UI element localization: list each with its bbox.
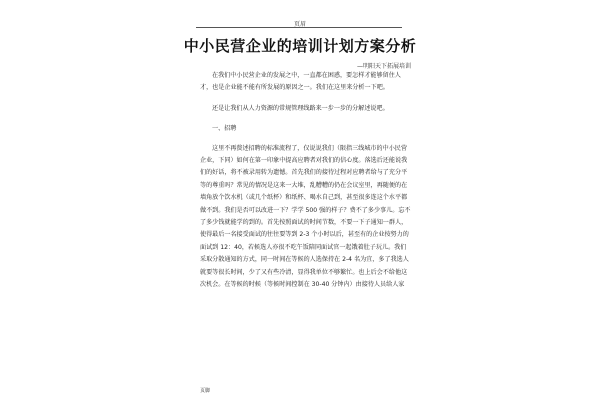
paragraph-recruitment: 这里不再赘述招聘的标准流程了，仅说说我们（限指三线城市的中小民营企业，下同）如何在第一印象中提高应聘者对我们的信心度。落选后还能说我们的好话，将不被录用转为遗憾。首先我们的接待过程对应聘者给与了充分平等的尊重吗？常见的情况是这来一大堆，乱糟糟的仍在会议室里，再随便的在墙角放个饮水机（或几个纸杯）和纸杯、喝水自己到，甚至很多连这个水平都做不到。我们是否可以改进一下？学学 500 强的样子？费不了多少事儿。忘不了多少钱就能学的到的。首先按照面试的时间节数，不要一下子通知一群人，使得最后一名接受面试的往往要等到 2-3 个小时以后，甚至有的企业按努力的面试到 12：40，若候选人亦很不吃午饭陪同面试官一起饿着肚子玩儿。我们采取分散通知的方式，同一时间在等候的人选保持在 2-4 名为宜，多了我选人就要等很长时间，少了又有些冷清，显得我单位不够繁忙。也上后会不给他这次机会。在等候的时候（等候时间控制在 30-40 分钟内）由接待人员给人家 xyxy=(200,144,411,289)
document-body xyxy=(200,70,412,300)
header-divider xyxy=(196,27,402,28)
page-footer: 页脚 xyxy=(200,388,211,394)
document-byline: —明阳天下拓展培训 xyxy=(356,63,411,70)
page-header: 页眉 xyxy=(293,21,306,28)
paragraph-approach: 还是让我们从人力资源的常规管理线路来一步一步的分解述说吧。 xyxy=(212,104,389,112)
section-heading-recruitment: 一、招聘 xyxy=(212,125,237,133)
document-title: 中小民营企业的培训计划方案分析 xyxy=(183,37,417,55)
paragraph-intro: 在我们中小民营企业的发展之中，一直都在困惑，要怎样才能够留住人才，也是企业能不能有所发展的原因之一。我们在这里来分析一下吧。 xyxy=(200,72,401,92)
